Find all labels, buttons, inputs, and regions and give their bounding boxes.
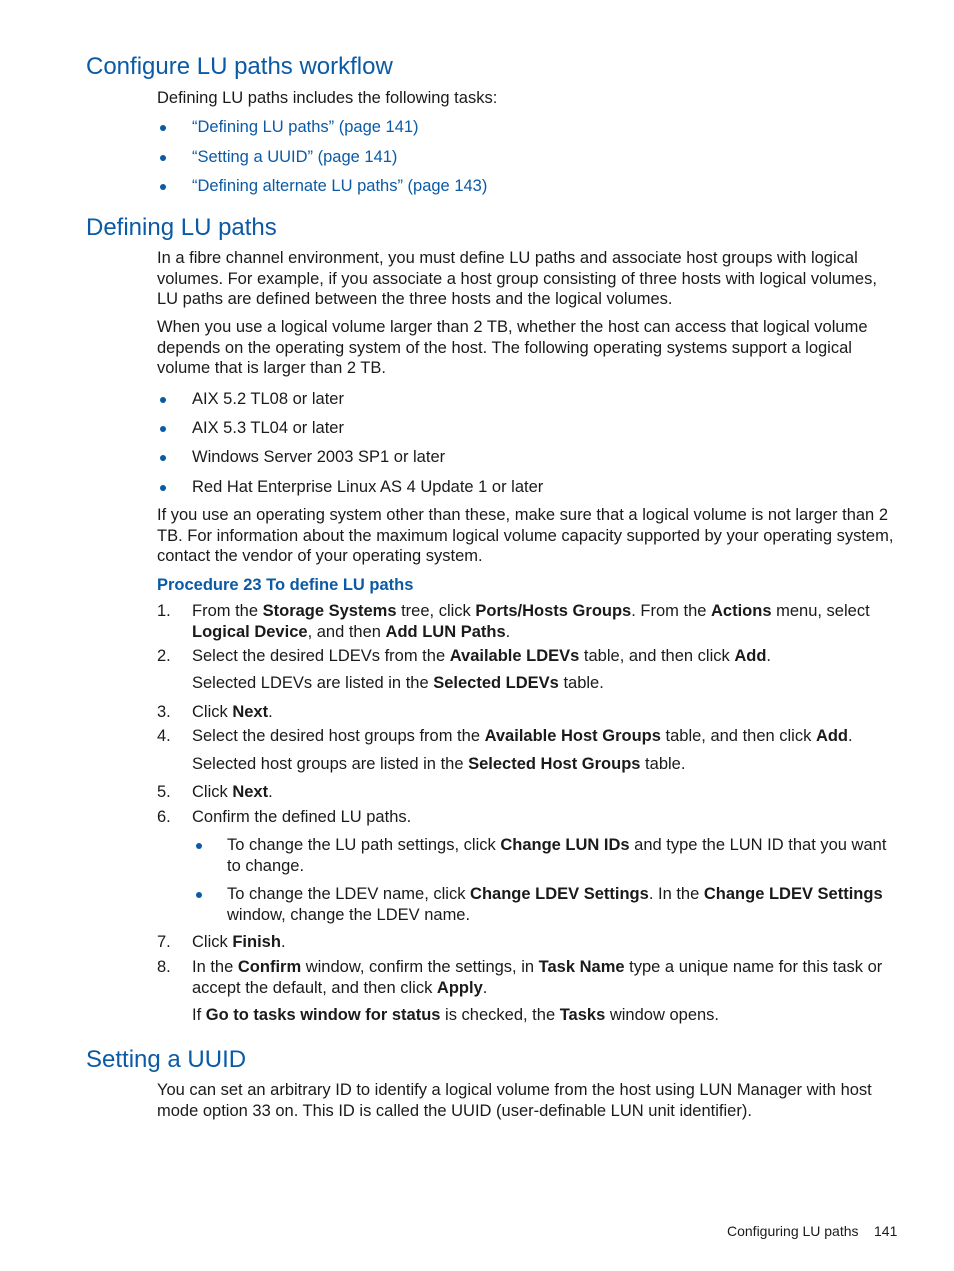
step-2: Select the desired LDEVs from the Available LDEVs table, and then click Add.	[192, 647, 772, 665]
step-6-change-lun-ids: To change the LU path settings, click Change LUN IDs and type the LUN ID that you want to change.	[227, 836, 887, 875]
workflow-intro: Defining LU paths includes the following tasks:	[157, 89, 498, 107]
step-4-note: Selected host groups are listed in the Selected Host Groups table.	[192, 755, 686, 773]
step-6-change-ldev-settings: To change the LDEV name, click Change LDEV Settings. In the Change LDEV Settings window, change the LDEV name.	[227, 885, 883, 924]
paragraph-other-os: If you use an operating system other than these, make sure that a logical volume is not larger than 2 TB. For information about the maximum logical volume capacity supported by your operating system, contact the vendor of your operating system.	[157, 506, 894, 565]
heading-configure-workflow: Configure LU paths workflow	[86, 53, 393, 80]
step-6: Confirm the defined LU paths.	[192, 808, 412, 826]
bullet-icon	[196, 843, 202, 849]
os-list-item: Windows Server 2003 SP1 or later	[192, 448, 446, 466]
os-list-item: Red Hat Enterprise Linux AS 4 Update 1 or later	[192, 478, 544, 496]
procedure-title: Procedure 23 To define LU paths	[157, 576, 414, 594]
os-list-item: AIX 5.3 TL04 or later	[192, 419, 344, 437]
paragraph-uuid: You can set an arbitrary ID to identify a logical volume from the host using LUN Manager with host mode option 33 on. This ID is called the UUID (user-definable LUN unit identifier).	[157, 1081, 872, 1120]
step-7: Click Finish.	[192, 933, 286, 951]
step-number: 6.	[157, 808, 171, 826]
heading-defining-lu-paths: Defining LU paths	[86, 214, 277, 241]
link-setting-uuid[interactable]: “Setting a UUID” (page 141)	[192, 148, 398, 166]
bullet-icon	[160, 184, 166, 190]
bullet-icon	[160, 455, 166, 461]
paragraph-fibre-channel: In a fibre channel environment, you must define LU paths and associate host groups with logical volumes. For example, if you associate a host group consisting of three hosts with logical volumes, LU paths are defined between the three hosts and the logical volumes.	[157, 249, 877, 308]
step-8: In the Confirm window, confirm the settings, in Task Name type a unique name for this task or accept the default, and then click Apply.	[192, 958, 883, 997]
page-number: 141	[874, 1223, 898, 1239]
step-3: Click Next.	[192, 703, 273, 721]
step-number: 2.	[157, 647, 171, 665]
link-defining-alternate-lu-paths[interactable]: “Defining alternate LU paths” (page 143)	[192, 177, 488, 195]
bullet-icon	[160, 397, 166, 403]
link-defining-lu-paths[interactable]: “Defining LU paths” (page 141)	[192, 118, 419, 136]
step-number: 1.	[157, 602, 171, 620]
bullet-icon	[160, 485, 166, 491]
step-number: 5.	[157, 783, 171, 801]
step-2-note: Selected LDEVs are listed in the Selected LDEVs table.	[192, 674, 604, 692]
step-1: From the Storage Systems tree, click Ports/Hosts Groups. From the Actions menu, select Logical Device, and then Add LUN Paths.	[192, 602, 870, 641]
step-number: 3.	[157, 703, 171, 721]
step-5: Click Next.	[192, 783, 273, 801]
os-list-item: AIX 5.2 TL08 or later	[192, 390, 344, 408]
step-number: 7.	[157, 933, 171, 951]
bullet-icon	[160, 426, 166, 432]
step-8-note: If Go to tasks window for status is checked, the Tasks window opens.	[192, 1006, 720, 1024]
heading-setting-uuid: Setting a UUID	[86, 1046, 247, 1073]
footer-section-title: Configuring LU paths	[727, 1223, 859, 1239]
step-4: Select the desired host groups from the Available Host Groups table, and then click Add.	[192, 727, 853, 745]
bullet-icon	[160, 125, 166, 131]
step-number: 8.	[157, 958, 171, 976]
paragraph-large-volume: When you use a logical volume larger than 2 TB, whether the host can access that logical volume depends on the operating system of the host. The following operating systems support a logical volume that is larger than 2 TB.	[157, 318, 868, 377]
step-number: 4.	[157, 727, 171, 745]
bullet-icon	[160, 155, 166, 161]
bullet-icon	[196, 892, 202, 898]
